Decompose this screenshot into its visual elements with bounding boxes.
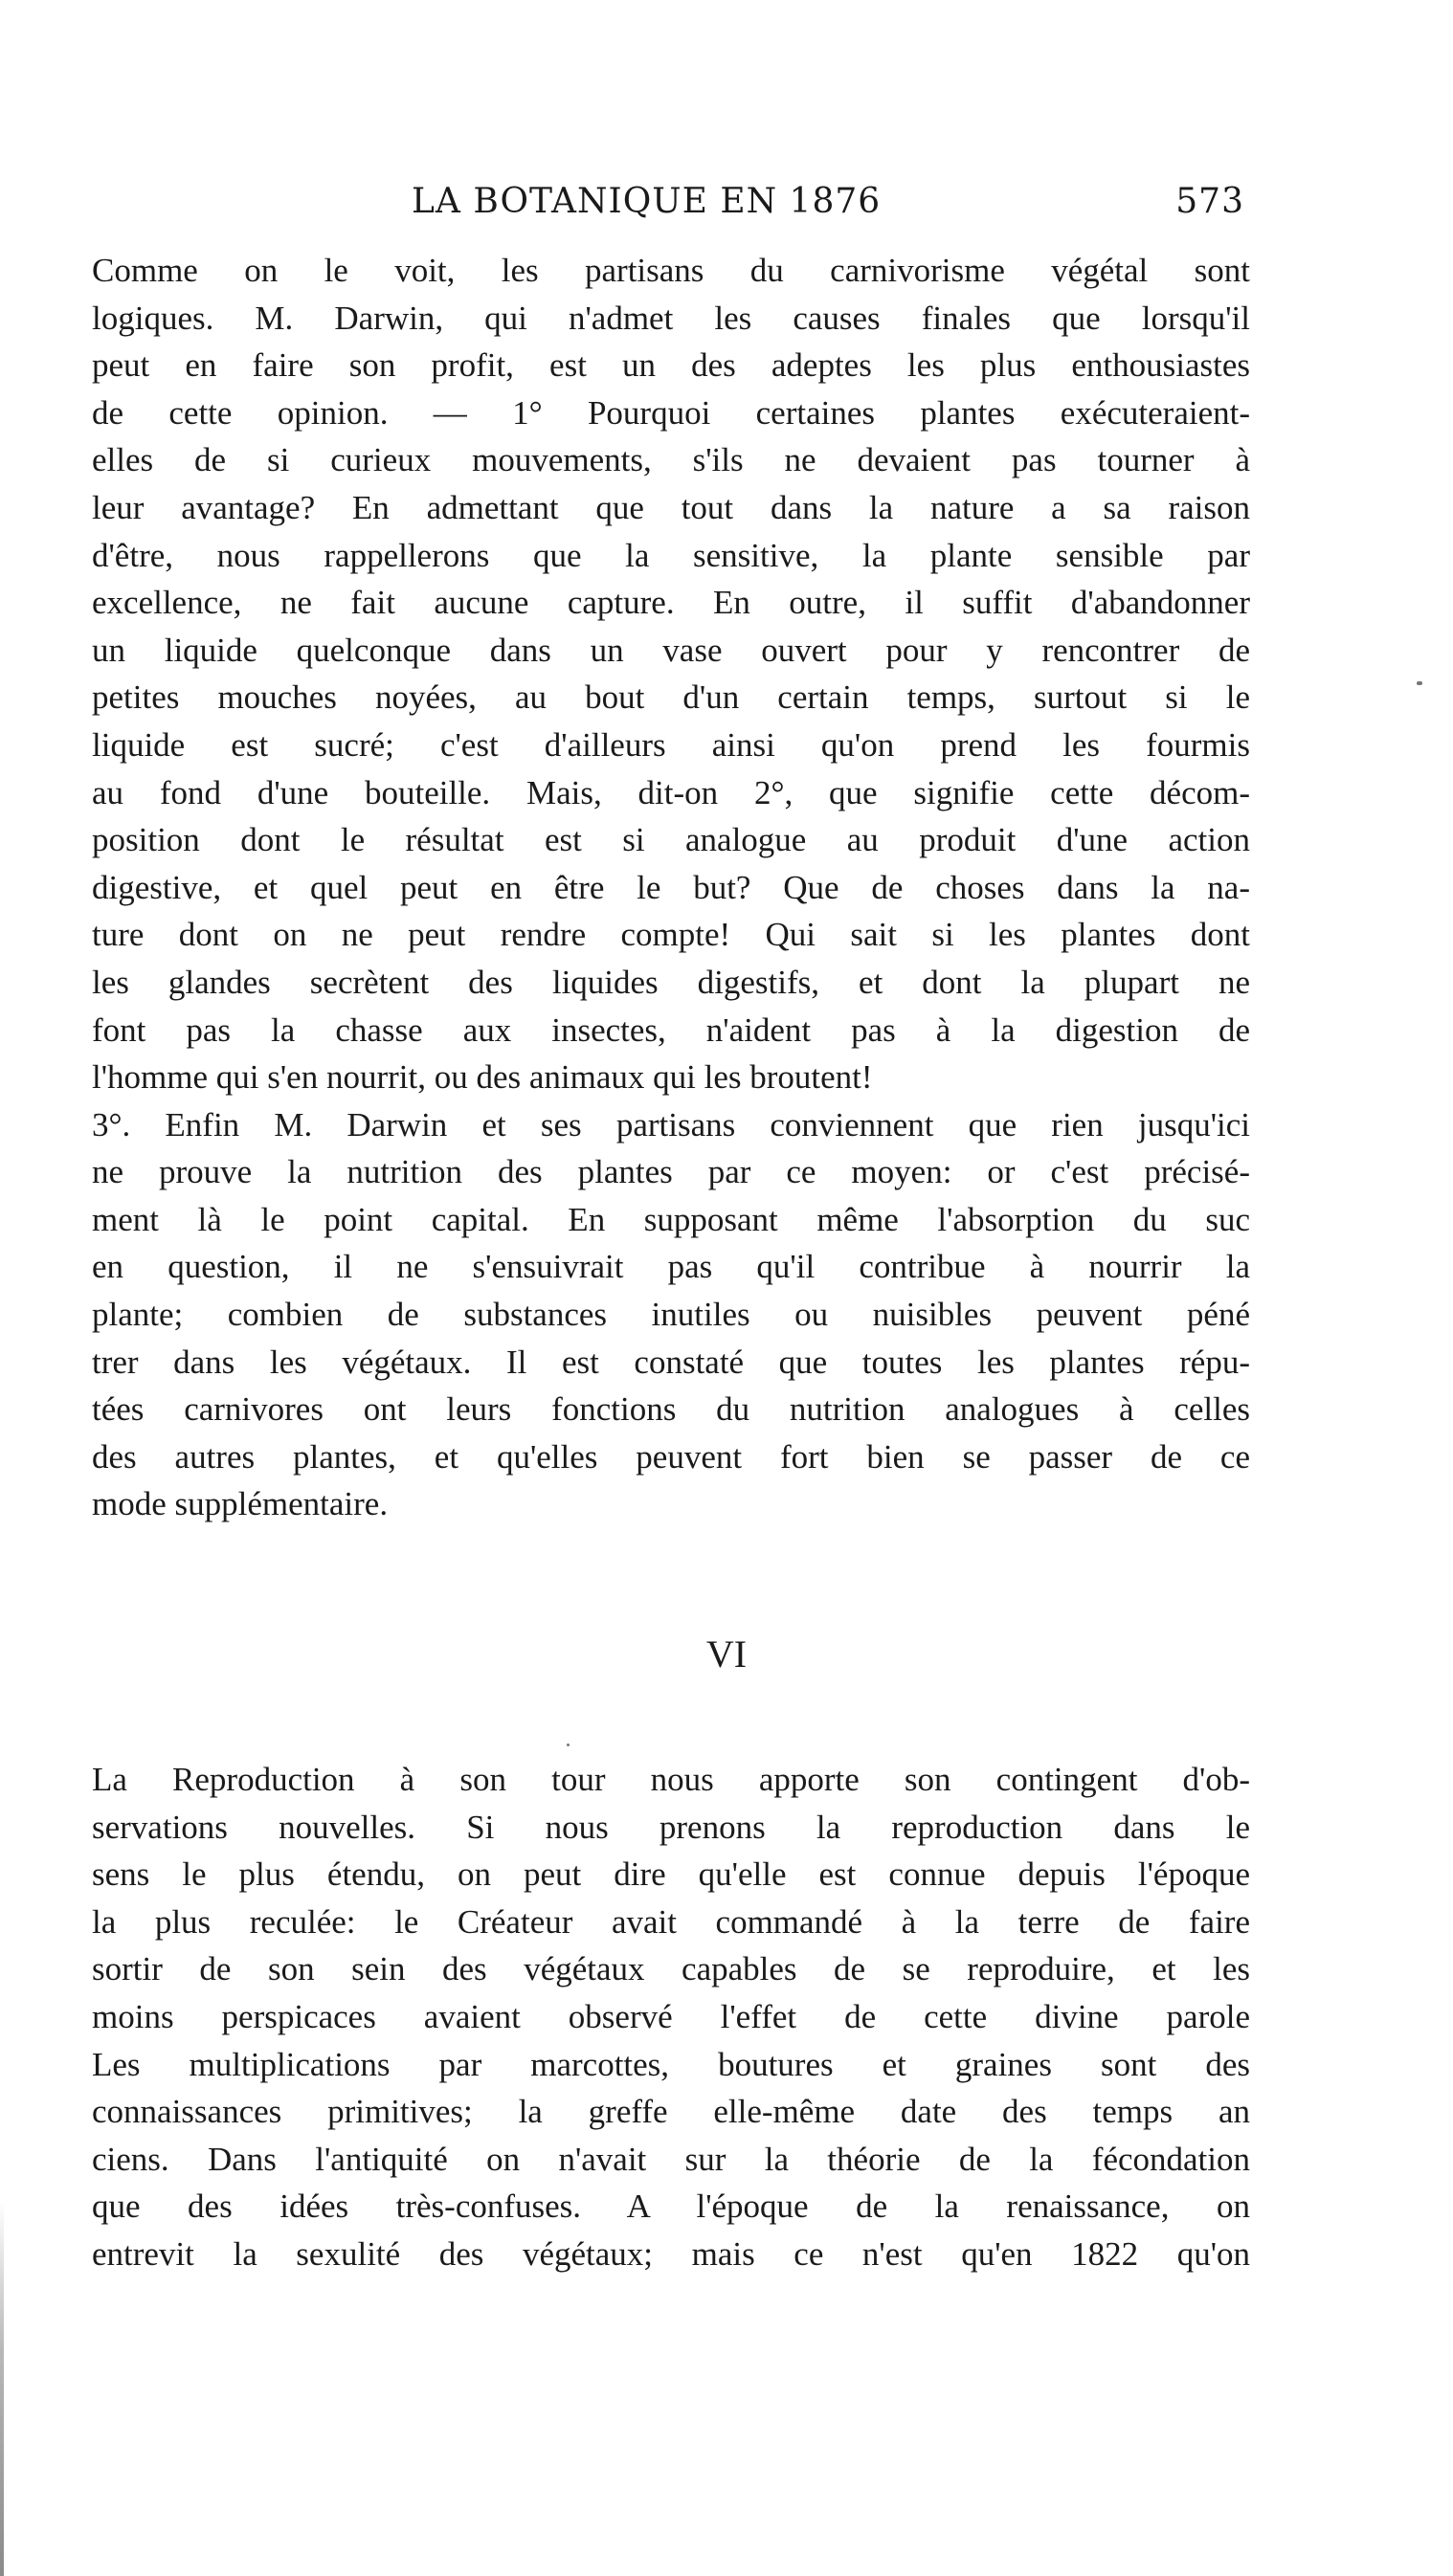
text-line: trer dans les végétaux. Il est constaté que toutes les plantes répu- <box>92 1343 1250 1381</box>
text-line: de cette opinion. — 1° Pourquoi certaines plantes exécuteraient- <box>92 393 1250 432</box>
paragraph-reproduction <box>92 1756 1250 2278</box>
text-line: ture dont on ne peut rendre compte! Qui sait si les plantes dont <box>92 916 1250 954</box>
text-line: que des idées très-confuses. A l'époque de la renaissance, on <box>92 2187 1250 2226</box>
text-line: l'homme qui s'en nourrit, ou des animaux qui les broutent! <box>92 1058 873 1097</box>
text-line: elles de si curieux mouvements, s'ils ne devaient pas tourner à <box>92 441 1250 479</box>
text-line: servations nouvelles. Si nous prenons la reproduction dans le <box>92 1808 1250 1846</box>
text-line: la plus reculée: le Créateur avait commandé à la terre de faire <box>92 1902 1250 1941</box>
text-line: des autres plantes, et qu'elles peuvent fort bien se passer de ce <box>92 1437 1250 1476</box>
text-line: mode supplémentaire. <box>92 1485 389 1523</box>
text-line: sortir de son sein des végétaux capables de se reproduire, et les <box>92 1950 1250 1988</box>
text-line: ment là le point capital. En supposant même l'absorption du suc <box>92 1200 1250 1238</box>
text-line: 3°. Enfin M. Darwin et ses partisans conviennent que rien jusqu'ici <box>92 1105 1250 1144</box>
text-line: connaissances primitives; la greffe elle-même date des temps an <box>92 2093 1250 2131</box>
text-line: plante; combien de substances inutiles ou nuisibles peuvent péné <box>92 1296 1250 1334</box>
page-number: 573 <box>1175 182 1244 221</box>
text-line: La Reproduction à son tour nous apporte son contingent d'ob- <box>92 1761 1250 1798</box>
text-line: Les multiplications par marcottes, boutures et graines sont des <box>92 2045 1250 2083</box>
text-line: ciens. Dans l'antiquité on n'avait sur la théorie de la fécondation <box>92 2140 1250 2178</box>
text-line: position dont le résultat est si analogue au produit d'une action <box>92 821 1250 859</box>
text-line: peut en faire son profit, est un des adeptes les plus enthousiastes <box>92 346 1250 385</box>
text-line: petites mouches noyées, au bout d'un certain temps, surtout si le <box>92 678 1250 717</box>
text-line: tées carnivores ont leurs fonctions du nutrition analogues à celles <box>92 1390 1250 1429</box>
text-line: excellence, ne fait aucune capture. En outre, il suffit d'abandonner <box>92 584 1250 622</box>
text-line: logiques. M. Darwin, qui n'admet les causes finales que lorsqu'il <box>92 299 1250 337</box>
text-line: digestive, et quel peut en être le but? Que de choses dans la na- <box>92 868 1250 906</box>
text-line: en question, il ne s'ensuivrait pas qu'il contribue à nourrir la <box>92 1248 1250 1286</box>
text-line: leur avantage? En admettant que tout dans la nature a sa raison <box>92 488 1250 526</box>
section-heading: VI <box>705 1632 748 1676</box>
scan-edge-shadow <box>0 2201 4 2576</box>
text-line: un liquide quelconque dans un vase ouvert pour y rencontrer de <box>92 631 1250 669</box>
running-head-title: LA BOTANIQUE EN 1876 <box>412 182 882 221</box>
text-line: entrevit la sexulité des végétaux; mais ce n'est qu'en 1822 qu'on <box>92 2234 1250 2273</box>
paragraph-carnivorism <box>92 247 1250 1528</box>
ink-speck <box>1417 681 1422 685</box>
ink-speck <box>567 1743 570 1746</box>
text-line: moins perspicaces avaient observé l'effet de cette divine parole <box>92 1997 1250 2035</box>
text-line: au fond d'une bouteille. Mais, dit-on 2°, que signifie cette décom- <box>92 773 1250 811</box>
text-line: sens le plus étendu, on peut dire qu'elle est connue depuis l'époque <box>92 1855 1250 1894</box>
text-line: liquide est sucré; c'est d'ailleurs ainsi qu'on prend les fourmis <box>92 725 1250 764</box>
text-line: les glandes secrètent des liquides digestifs, et dont la plupart ne <box>92 963 1250 1001</box>
text-line: d'être, nous rappellerons que la sensitive, la plante sensible par <box>92 536 1250 574</box>
text-line: ne prouve la nutrition des plantes par ce moyen: or c'est précisé- <box>92 1153 1250 1191</box>
text-line: font pas la chasse aux insectes, n'aident pas à la digestion de <box>92 1010 1250 1049</box>
text-line: Comme on le voit, les partisans du carnivorisme végétal sont <box>92 252 1250 289</box>
